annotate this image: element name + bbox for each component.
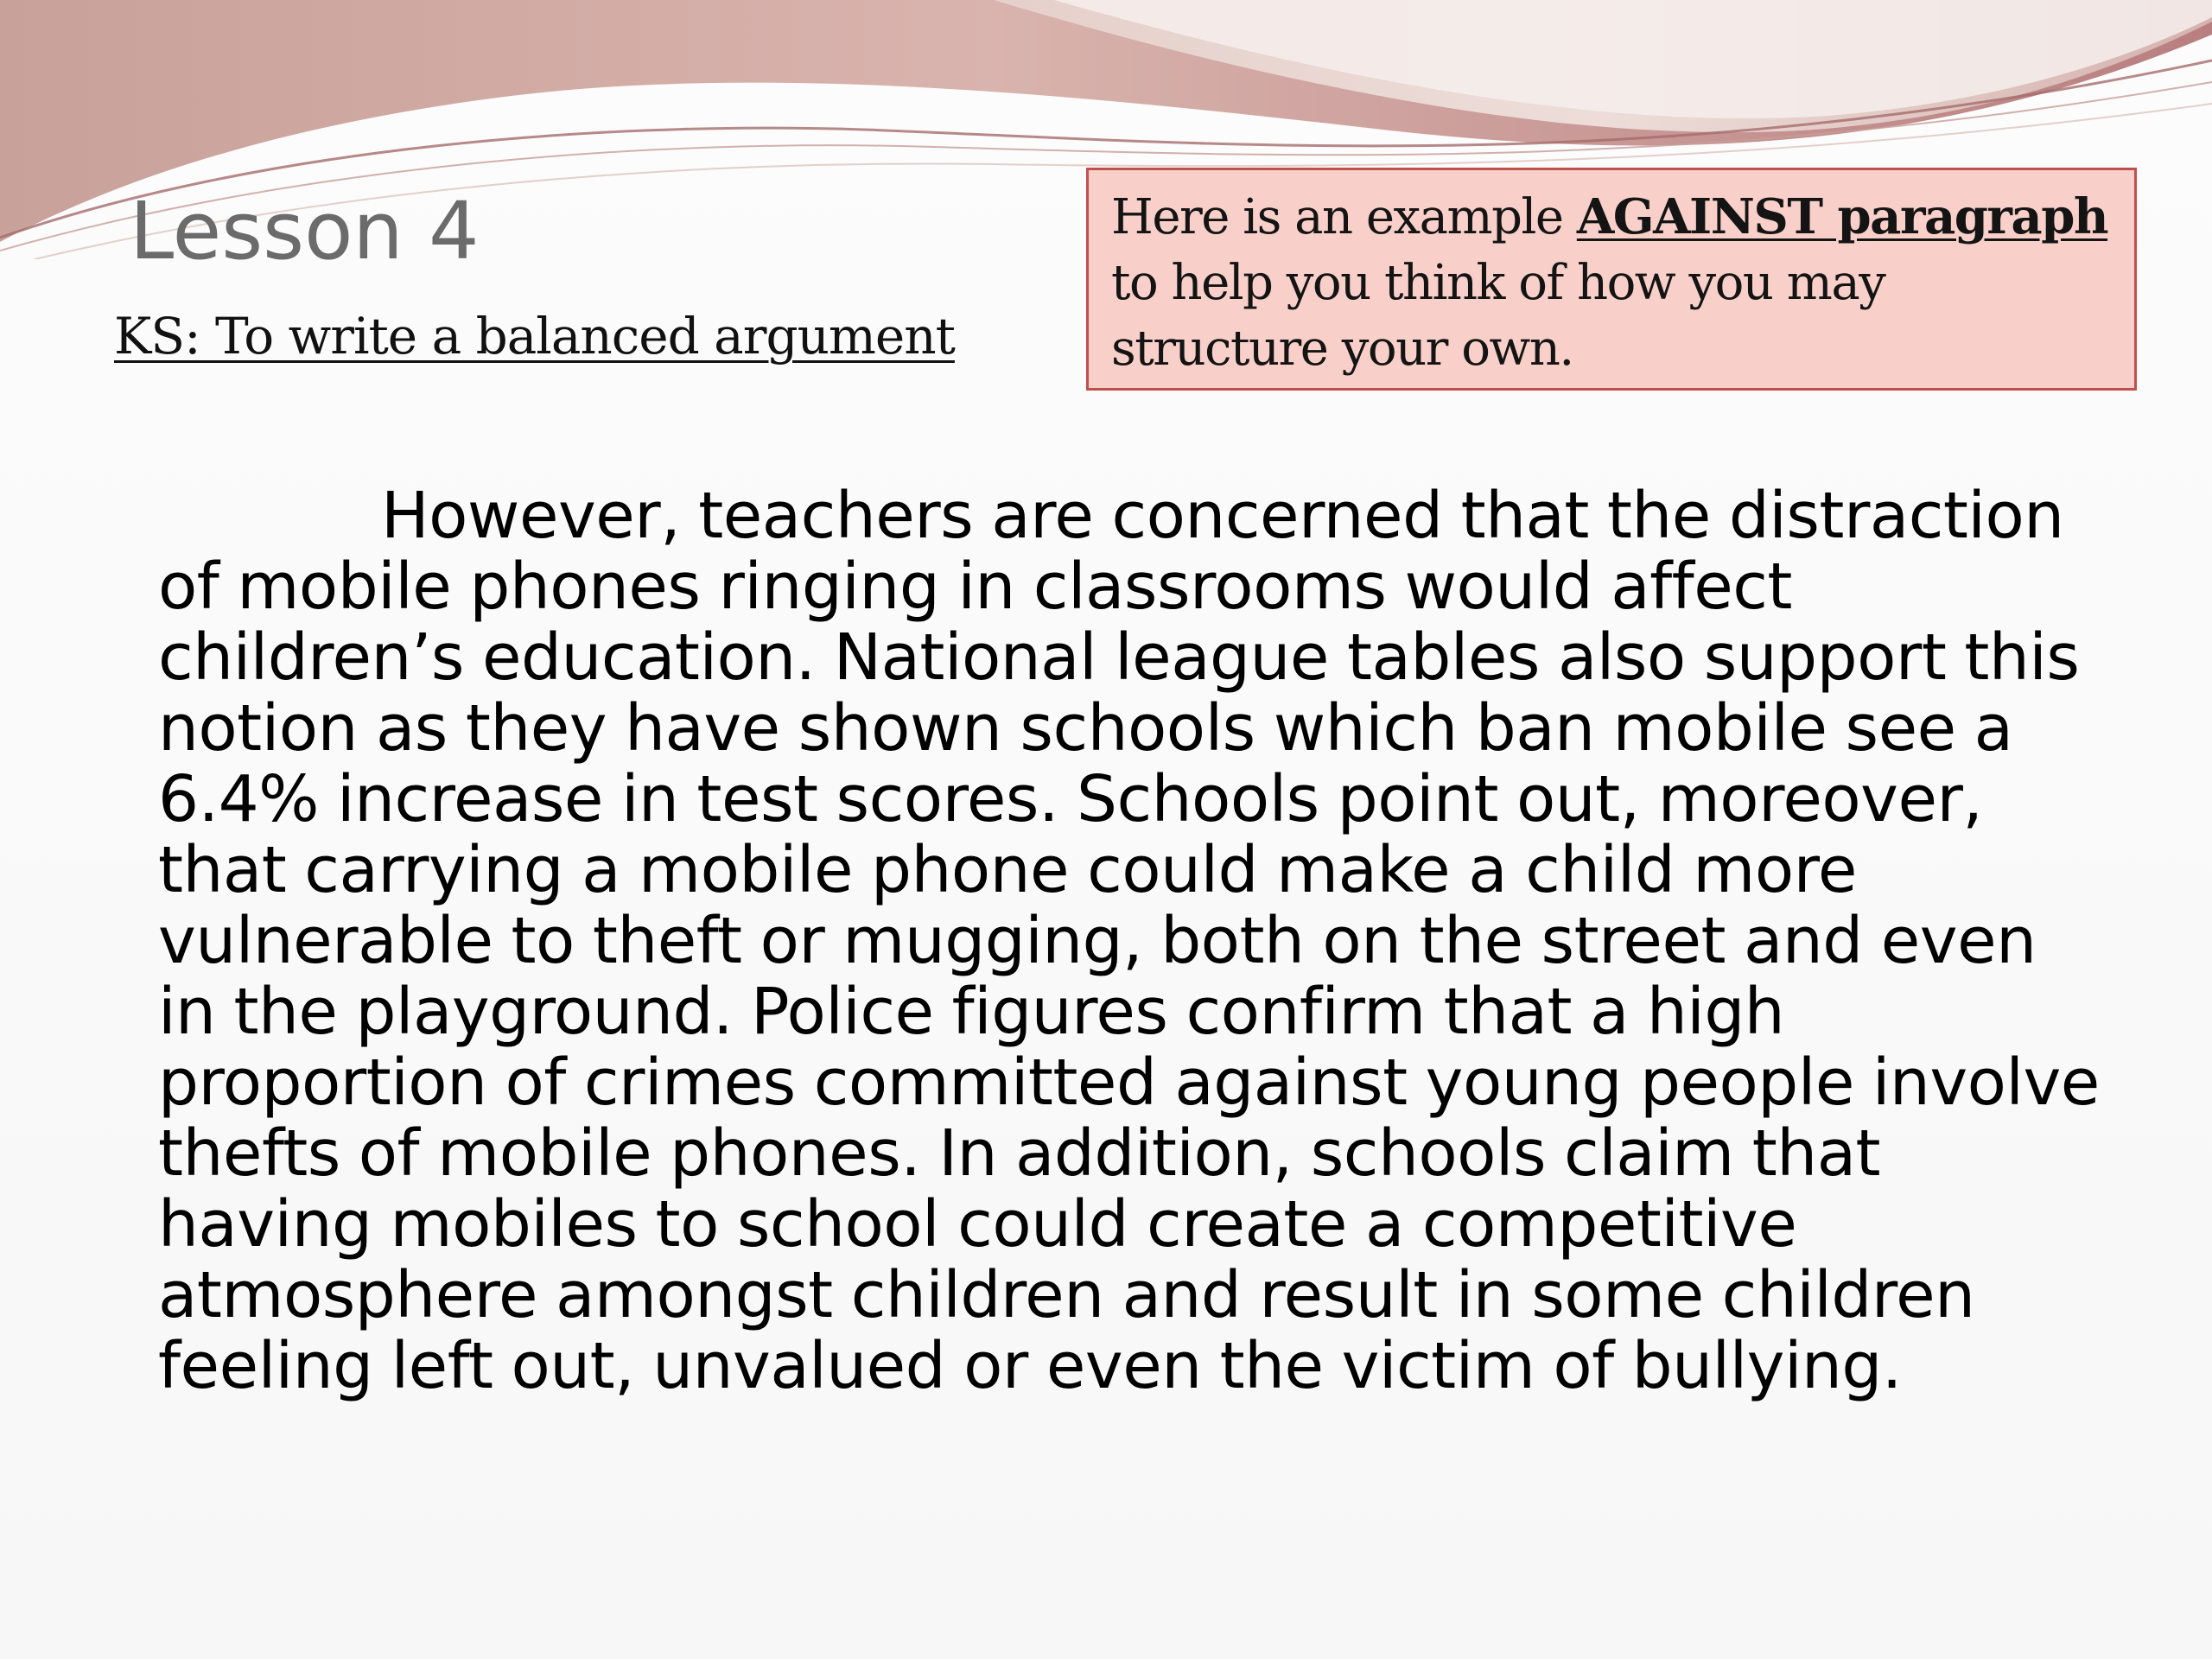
against-paragraph: However, teachers are concerned that the distraction of mobile phones ringing in classrooms would affect children’s education. National league tables also support this notion as they have shown schools which ban mobile see a 6.4% increase in test scores. Schools point out, moreover, that carrying a mobile phone could make a child more vulnerable to theft or mugging, both on the street and even in the playground. Police figures confirm that a high proportion of crimes committed against young people involve thefts of mobile phones. In addition, schools claim that having mobiles to school could create a competitive atmosphere amongst children and result in some children feeling left out, unvalued or even the victim of bullying. — [158, 479, 2100, 1403]
example-note-box — [1086, 168, 2137, 391]
note-text-after: to help you think of how you may structure your own. — [1111, 255, 1885, 377]
note-text-before: Here is an example — [1111, 189, 1577, 245]
note-emphasis: AGAINST paragraph — [1576, 188, 2108, 245]
lesson-title: Lesson 4 — [130, 185, 480, 277]
key-skill-objective: KS: To write a balanced argument — [114, 307, 955, 365]
